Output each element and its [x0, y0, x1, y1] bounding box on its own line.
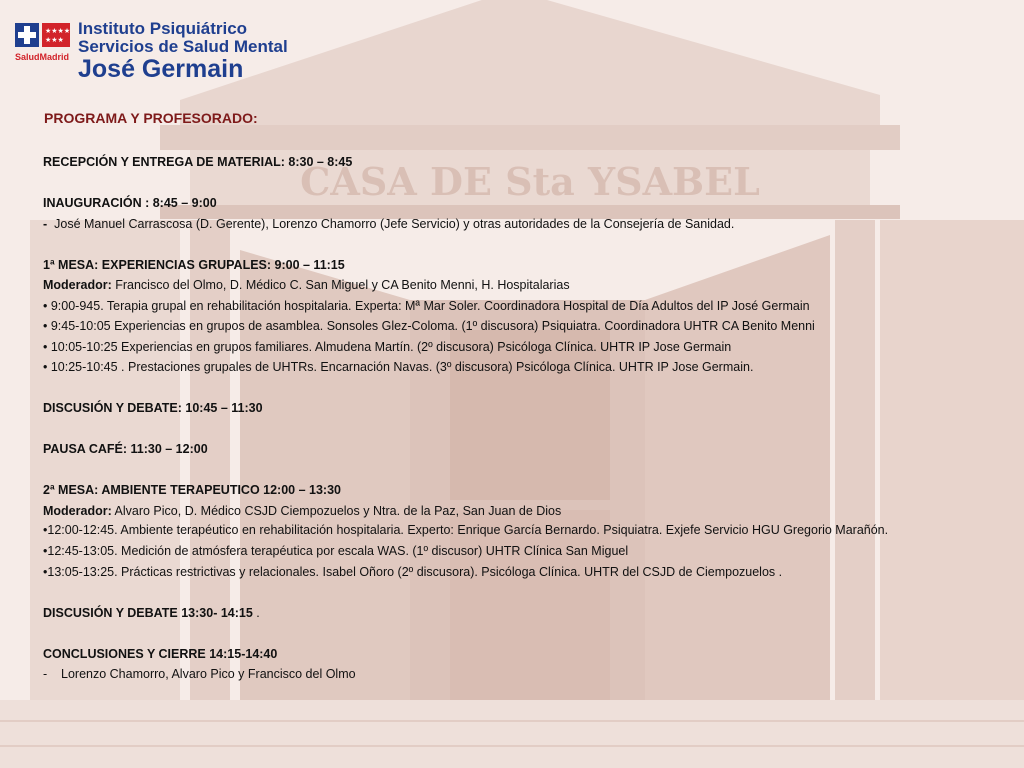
- mesa2-moderator-text: Alvaro Pico, D. Médico CSJD Ciempozuelos y Ntra. de la Paz, San Juan de Dios: [111, 503, 562, 518]
- program-content: [43, 152, 961, 685]
- mesa1-item: • 10:25-10:45 . Prestaciones grupales de UHTRs. Encarnación Navas. (3º discusora) Psicóloga Clínica. UHTR IP Jose Germain.: [43, 360, 754, 374]
- salud-madrid-brand-text: SaludMadrid: [15, 52, 70, 62]
- discussion2-title: [43, 603, 961, 624]
- coffee-break-title: PAUSA CAFÉ: 11:30 – 12:00: [43, 442, 208, 456]
- inauguration-speakers: [43, 214, 961, 235]
- discussion1-title: DISCUSIÓN Y DEBATE: 10:45 – 11:30: [43, 401, 263, 415]
- conclusions-title: CONCLUSIONES Y CIERRE 14:15-14:40: [43, 646, 278, 661]
- mesa2-moderator-label: Moderador:: [43, 503, 112, 518]
- page-title: PROGRAMA Y PROFESORADO:: [44, 110, 258, 126]
- logo-line-3: José Germain: [78, 55, 244, 83]
- conclusions-text: Lorenzo Chamorro, Alvaro Pico y Francisco del Olmo: [61, 667, 356, 681]
- mesa2-item: •12:00-12:45. Ambiente terapéutico en rehabilitación hospitalaria. Experto: Enrique García Bernardo. Psiquiatra. Exjefe Servicio HGU Gregorio Marañón.: [43, 523, 889, 537]
- mesa2-moderator: [43, 501, 961, 522]
- svg-text:★★★: ★★★: [45, 36, 64, 44]
- mesa1-item: • 10:05-10:25 Experiencias en grupos familiares. Almudena Martín. (2º discusora) Psicóloga Clínica. UHTR IP Jose Germain: [43, 339, 732, 354]
- logo-line-2: Servicios de Salud Mental: [78, 37, 288, 56]
- salud-madrid-logo: [14, 20, 74, 71]
- mesa1-moderator-label: Moderador:: [43, 278, 112, 292]
- mesa1-item: • 9:00-945. Terapia grupal en rehabilitación hospitalaria. Experta: Mª Mar Soler. Coordinadora Hospital de Día Adultos del IP José Germain: [43, 298, 810, 313]
- background-inscription: CASA DE Sta YSABEL: [300, 159, 760, 204]
- conclusions-speakers: [43, 664, 961, 685]
- mesa1-moderator: [43, 275, 961, 296]
- inauguration-dash: -: [43, 216, 48, 231]
- mesa2-item: •12:45-13:05. Medición de atmósfera terapéutica por escala WAS. (1º discusor) UHTR Clínica San Miguel: [43, 544, 629, 558]
- reception-title: RECEPCIÓN Y ENTREGA DE MATERIAL: 8:30 – 8:45: [43, 155, 353, 169]
- conclusions-dash: -: [43, 667, 48, 681]
- inauguration-text: José Manuel Carrascosa (D. Gerente), Lorenzo Chamorro (Jefe Servicio) y otras autoridades de la Consejería de Sanidad.: [54, 216, 735, 231]
- svg-text:★★★★: ★★★★: [45, 27, 71, 35]
- discussion2-bold: DISCUSIÓN Y DEBATE 13:30- 14:15: [43, 605, 253, 620]
- institute-name: [78, 20, 288, 82]
- mesa1-moderator-text: Francisco del Olmo, D. Médico C. San Miguel y CA Benito Menni, H. Hospitalarias: [111, 278, 570, 292]
- mesa2-title: 2ª MESA: AMBIENTE TERAPEUTICO 12:00 – 13:30: [43, 483, 341, 497]
- mesa1-item: • 9:45-10:05 Experiencias en grupos de asamblea. Sonsoles Glez-Coloma. (1º discusora) Psiquiatra. Coordinadora UHTR CA Benito Menni: [43, 319, 815, 333]
- inauguration-title: INAUGURACIÓN : 8:45 – 9:00: [43, 196, 217, 210]
- mesa2-item: •13:05-13:25. Prácticas restrictivas y relacionales. Isabel Oñoro (2º discusora). Psicóloga Clínica. UHTR del CSJD de Ciempozuelos .: [43, 564, 783, 579]
- logo-line-1: Instituto Psiquiátrico: [78, 19, 248, 38]
- mesa1-title: 1ª MESA: EXPERIENCIAS GRUPALES: 9:00 – 11:15: [43, 257, 345, 272]
- discussion2-tail: .: [252, 605, 260, 620]
